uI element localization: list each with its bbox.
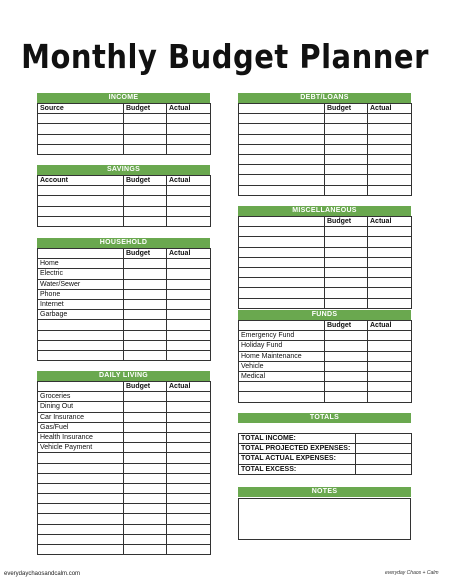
cell[interactable] (124, 473, 167, 483)
daily-living-section (37, 371, 210, 555)
cell[interactable] (167, 289, 211, 299)
cell[interactable] (325, 175, 368, 185)
brand-logo: everyday Chaos + Calm (385, 570, 439, 576)
cell[interactable] (38, 504, 124, 514)
table-row (239, 392, 412, 402)
cell[interactable] (368, 227, 412, 237)
table-row (38, 524, 211, 534)
table-row (38, 279, 211, 289)
debt-loans-section (238, 93, 411, 196)
cell[interactable] (124, 124, 167, 134)
column-header-actual: Actual (167, 382, 211, 392)
table-row (38, 514, 211, 524)
cell[interactable] (167, 412, 211, 422)
notes-header: NOTES (238, 487, 411, 497)
cell[interactable] (368, 175, 412, 185)
table-row (239, 351, 412, 361)
cell[interactable] (124, 443, 167, 453)
funds-table (238, 320, 412, 403)
cell[interactable] (325, 185, 368, 195)
cell[interactable] (325, 382, 368, 392)
table-row (38, 196, 211, 206)
cell (38, 249, 124, 259)
cell[interactable] (167, 524, 211, 534)
cell[interactable] (239, 114, 325, 124)
table-row (239, 288, 412, 298)
cell[interactable] (325, 351, 368, 361)
total-income-value[interactable] (356, 434, 412, 444)
cell[interactable] (124, 320, 167, 330)
cell (38, 382, 124, 392)
cell[interactable] (239, 247, 325, 257)
row-label: Phone (38, 289, 124, 299)
funds-section (238, 310, 411, 403)
table-row (239, 298, 412, 308)
cell[interactable] (239, 175, 325, 185)
table-row (239, 165, 412, 175)
totals-table (238, 433, 412, 475)
table-row (239, 341, 412, 351)
table-row (38, 504, 211, 514)
totals-header: TOTALS (238, 413, 411, 423)
cell[interactable] (368, 361, 412, 371)
cell[interactable] (368, 247, 412, 257)
page-title: Monthly Budget Planner (21, 37, 429, 77)
household-table (37, 248, 211, 361)
cell[interactable] (167, 269, 211, 279)
cell[interactable] (239, 382, 325, 392)
row-label: Dining Out (38, 402, 124, 412)
cell[interactable] (167, 422, 211, 432)
cell[interactable] (368, 341, 412, 351)
cell[interactable] (368, 134, 412, 144)
cell[interactable] (38, 483, 124, 493)
table-row (38, 320, 211, 330)
household-header: HOUSEHOLD (37, 238, 210, 248)
cell[interactable] (325, 298, 368, 308)
table-row (38, 144, 211, 154)
cell[interactable] (167, 310, 211, 320)
cell[interactable] (124, 422, 167, 432)
cell[interactable] (239, 392, 325, 402)
cell[interactable] (124, 144, 167, 154)
table-row (239, 361, 412, 371)
row-label: Medical (239, 371, 325, 381)
cell[interactable] (325, 278, 368, 288)
column-header-actual: Actual (167, 104, 211, 114)
cell[interactable] (124, 206, 167, 216)
cell[interactable] (368, 185, 412, 195)
table-row (38, 494, 211, 504)
column-header-actual: Actual (167, 176, 211, 186)
total-excess-value[interactable] (356, 464, 412, 474)
cell[interactable] (124, 432, 167, 442)
cell[interactable] (239, 165, 325, 175)
cell[interactable] (124, 259, 167, 269)
cell[interactable] (167, 114, 211, 124)
cell[interactable] (38, 514, 124, 524)
cell[interactable] (167, 186, 211, 196)
column-header-source: Source (38, 104, 124, 114)
funds-header: FUNDS (238, 310, 411, 320)
cell[interactable] (124, 412, 167, 422)
notes-section (238, 487, 411, 540)
column-header-budget: Budget (124, 104, 167, 114)
cell[interactable] (124, 299, 167, 309)
miscellaneous-table (238, 216, 412, 309)
cell[interactable] (239, 278, 325, 288)
table-row (38, 422, 211, 432)
table-row (38, 350, 211, 360)
cell[interactable] (239, 257, 325, 267)
savings-header: SAVINGS (37, 165, 210, 175)
table-header-row (38, 176, 211, 186)
table-row (239, 382, 412, 392)
cell[interactable] (167, 340, 211, 350)
table-row (239, 247, 412, 257)
table-row (239, 124, 412, 134)
cell[interactable] (368, 298, 412, 308)
table-row (239, 185, 412, 195)
cell[interactable] (325, 392, 368, 402)
table-row (38, 545, 211, 555)
daily-living-table (37, 381, 211, 555)
savings-table (37, 175, 211, 227)
table-row (38, 443, 211, 453)
table-row (239, 454, 412, 464)
cell[interactable] (368, 382, 412, 392)
column-header-budget: Budget (325, 321, 368, 331)
table-row (239, 444, 412, 454)
income-header: INCOME (37, 93, 210, 103)
cell[interactable] (38, 134, 124, 144)
cell[interactable] (325, 371, 368, 381)
cell[interactable] (38, 350, 124, 360)
row-label: Groceries (38, 392, 124, 402)
cell[interactable] (38, 196, 124, 206)
cell[interactable] (368, 288, 412, 298)
table-row (38, 330, 211, 340)
cell[interactable] (368, 331, 412, 341)
cell[interactable] (325, 288, 368, 298)
cell[interactable] (124, 494, 167, 504)
table-row (239, 257, 412, 267)
cell[interactable] (124, 310, 167, 320)
row-label: Electric (38, 269, 124, 279)
column-header-budget: Budget (325, 217, 368, 227)
row-label: Vehicle Payment (38, 443, 124, 453)
cell[interactable] (38, 545, 124, 555)
cell[interactable] (368, 237, 412, 247)
table-row (38, 340, 211, 350)
table-header-row (239, 321, 412, 331)
cell[interactable] (167, 320, 211, 330)
cell[interactable] (239, 237, 325, 247)
cell[interactable] (167, 216, 211, 226)
cell[interactable] (167, 134, 211, 144)
table-row (38, 534, 211, 544)
cell[interactable] (124, 524, 167, 534)
cell[interactable] (124, 279, 167, 289)
daily-living-header: DAILY LIVING (37, 371, 210, 381)
cell[interactable] (124, 134, 167, 144)
cell[interactable] (325, 361, 368, 371)
table-row (38, 114, 211, 124)
column-header-actual: Actual (368, 104, 412, 114)
cell[interactable] (325, 227, 368, 237)
cell[interactable] (167, 463, 211, 473)
cell[interactable] (124, 463, 167, 473)
cell[interactable] (38, 494, 124, 504)
column-header-budget: Budget (124, 382, 167, 392)
cell[interactable] (325, 114, 368, 124)
table-row (239, 175, 412, 185)
table-row (38, 473, 211, 483)
cell[interactable] (124, 514, 167, 524)
table-row (38, 483, 211, 493)
cell[interactable] (167, 534, 211, 544)
footer-website: everydaychaosandcalm.com (4, 571, 81, 577)
cell[interactable] (239, 124, 325, 134)
cell[interactable] (167, 545, 211, 555)
table-row (239, 237, 412, 247)
cell[interactable] (239, 134, 325, 144)
column-header-actual: Actual (167, 249, 211, 259)
cell[interactable] (368, 144, 412, 154)
cell[interactable] (368, 114, 412, 124)
total-excess-label: TOTAL EXCESS: (239, 464, 356, 474)
cell[interactable] (325, 165, 368, 175)
cell[interactable] (368, 392, 412, 402)
table-row (38, 310, 211, 320)
cell[interactable] (167, 453, 211, 463)
table-row (239, 434, 412, 444)
row-label: Health Insurance (38, 432, 124, 442)
cell[interactable] (167, 504, 211, 514)
income-table (37, 103, 211, 155)
cell[interactable] (124, 330, 167, 340)
cell[interactable] (325, 247, 368, 257)
table-header-row (38, 104, 211, 114)
cell[interactable] (167, 432, 211, 442)
cell[interactable] (124, 504, 167, 514)
cell[interactable] (325, 267, 368, 277)
household-section (37, 238, 210, 361)
totals-section (238, 413, 411, 475)
cell[interactable] (368, 257, 412, 267)
table-row (239, 331, 412, 341)
cell[interactable] (38, 114, 124, 124)
table-row (38, 432, 211, 442)
total-actual-expenses-value[interactable] (356, 454, 412, 464)
cell[interactable] (239, 298, 325, 308)
cell[interactable] (325, 257, 368, 267)
cell[interactable] (38, 320, 124, 330)
column-header-budget: Budget (124, 176, 167, 186)
table-row (239, 371, 412, 381)
table-row (38, 392, 211, 402)
cell[interactable] (239, 267, 325, 277)
table-row (239, 464, 412, 474)
cell[interactable] (124, 196, 167, 206)
table-row (239, 227, 412, 237)
cell[interactable] (167, 259, 211, 269)
table-row (38, 412, 211, 422)
debt-loans-header: DEBT/LOANS (238, 93, 411, 103)
row-label: Garbage (38, 310, 124, 320)
row-label: Emergency Fund (239, 331, 325, 341)
cell[interactable] (167, 483, 211, 493)
cell[interactable] (167, 124, 211, 134)
cell[interactable] (167, 206, 211, 216)
table-row (239, 144, 412, 154)
table-row (38, 289, 211, 299)
cell[interactable] (38, 453, 124, 463)
cell[interactable] (124, 340, 167, 350)
cell[interactable] (124, 216, 167, 226)
cell[interactable] (167, 514, 211, 524)
savings-section (37, 165, 210, 227)
row-label: Water/Sewer (38, 279, 124, 289)
table-row (38, 134, 211, 144)
cell[interactable] (38, 340, 124, 350)
cell (239, 321, 325, 331)
table-row (38, 463, 211, 473)
cell[interactable] (167, 443, 211, 453)
cell[interactable] (124, 534, 167, 544)
cell[interactable] (38, 124, 124, 134)
cell (239, 217, 325, 227)
cell[interactable] (167, 299, 211, 309)
cell[interactable] (325, 331, 368, 341)
cell[interactable] (167, 350, 211, 360)
row-label: Vehicle (239, 361, 325, 371)
cell[interactable] (38, 216, 124, 226)
row-label: Home (38, 259, 124, 269)
cell[interactable] (368, 351, 412, 361)
row-label: Car Insurance (38, 412, 124, 422)
cell[interactable] (368, 278, 412, 288)
cell[interactable] (167, 402, 211, 412)
miscellaneous-section (238, 206, 411, 309)
cell[interactable] (167, 196, 211, 206)
table-header-row (38, 382, 211, 392)
cell[interactable] (239, 288, 325, 298)
table-row (38, 206, 211, 216)
column-header-budget: Budget (124, 249, 167, 259)
cell[interactable] (368, 165, 412, 175)
cell[interactable] (368, 154, 412, 164)
column-header-budget: Budget (325, 104, 368, 114)
cell[interactable] (167, 144, 211, 154)
cell[interactable] (325, 237, 368, 247)
cell (239, 104, 325, 114)
cell[interactable] (325, 134, 368, 144)
table-header-row (38, 249, 211, 259)
column-header-actual: Actual (368, 321, 412, 331)
cell[interactable] (124, 350, 167, 360)
table-row (38, 259, 211, 269)
cell[interactable] (167, 279, 211, 289)
total-income-label: TOTAL INCOME: (239, 434, 356, 444)
cell[interactable] (325, 144, 368, 154)
cell[interactable] (167, 330, 211, 340)
total-projected-expenses-label: TOTAL PROJECTED EXPENSES: (239, 444, 356, 454)
cell[interactable] (124, 453, 167, 463)
cell[interactable] (38, 534, 124, 544)
cell[interactable] (38, 206, 124, 216)
row-label: Internet (38, 299, 124, 309)
cell[interactable] (124, 289, 167, 299)
row-label: Home Maintenance (239, 351, 325, 361)
cell[interactable] (38, 463, 124, 473)
row-label: Gas/Fuel (38, 422, 124, 432)
table-row (239, 134, 412, 144)
table-row (38, 299, 211, 309)
table-row (38, 186, 211, 196)
cell[interactable] (124, 402, 167, 412)
cell[interactable] (167, 392, 211, 402)
table-row (38, 216, 211, 226)
cell[interactable] (38, 186, 124, 196)
cell[interactable] (325, 154, 368, 164)
table-row (38, 269, 211, 279)
cell[interactable] (368, 267, 412, 277)
table-row (38, 453, 211, 463)
cell[interactable] (325, 341, 368, 351)
table-header-row (239, 104, 412, 114)
cell[interactable] (124, 269, 167, 279)
cell[interactable] (38, 473, 124, 483)
table-row (239, 278, 412, 288)
cell[interactable] (38, 330, 124, 340)
total-projected-expenses-value[interactable] (356, 444, 412, 454)
table-row (239, 267, 412, 277)
total-actual-expenses-label: TOTAL ACTUAL EXPENSES: (239, 454, 356, 464)
income-section (37, 93, 210, 155)
table-header-row (239, 217, 412, 227)
table-row (38, 124, 211, 134)
cell[interactable] (124, 483, 167, 493)
table-row (38, 402, 211, 412)
row-label: Holiday Fund (239, 341, 325, 351)
cell[interactable] (239, 154, 325, 164)
miscellaneous-header: MISCELLANEOUS (238, 206, 411, 216)
table-row (239, 114, 412, 124)
column-header-actual: Actual (368, 217, 412, 227)
cell[interactable] (38, 144, 124, 154)
table-row (239, 154, 412, 164)
cell[interactable] (368, 371, 412, 381)
cell[interactable] (239, 144, 325, 154)
cell[interactable] (167, 494, 211, 504)
cell[interactable] (239, 227, 325, 237)
cell[interactable] (124, 545, 167, 555)
cell[interactable] (124, 392, 167, 402)
cell[interactable] (124, 114, 167, 124)
cell[interactable] (239, 185, 325, 195)
cell[interactable] (167, 473, 211, 483)
notes-area[interactable] (238, 498, 411, 540)
cell[interactable] (124, 186, 167, 196)
cell[interactable] (368, 124, 412, 134)
column-header-account: Account (38, 176, 124, 186)
cell[interactable] (325, 124, 368, 134)
cell[interactable] (38, 524, 124, 534)
debt-loans-table (238, 103, 412, 196)
